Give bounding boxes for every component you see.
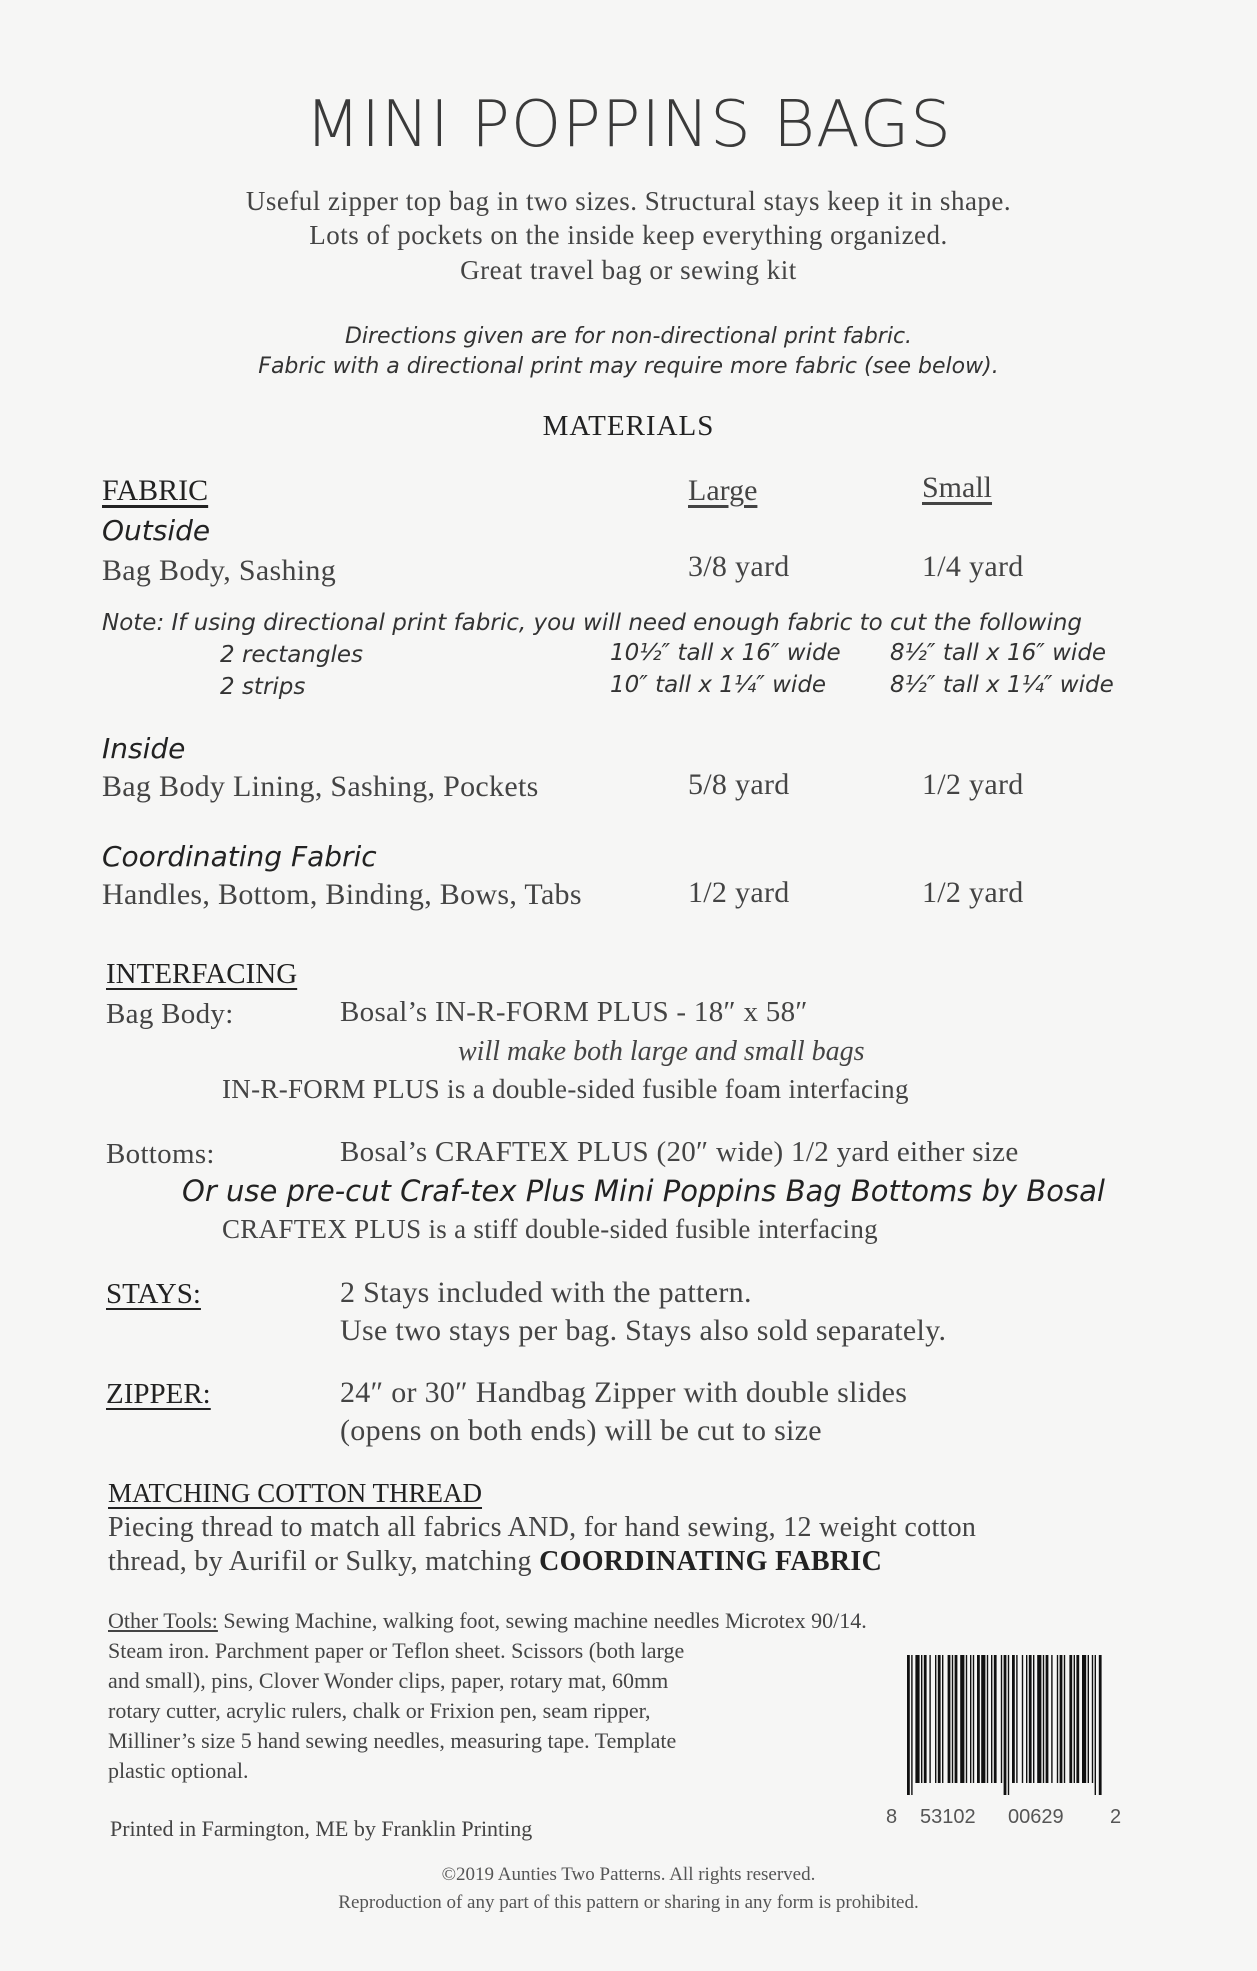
note-row-2-large: 10″ tall x 1¼″ wide	[610, 672, 827, 698]
printed-by: Printed in Farmington, ME by Franklin Printing	[110, 1816, 533, 1841]
barcode-bar	[948, 1655, 951, 1783]
inside-small: 1/2 yard	[922, 768, 1024, 801]
barcode-bar	[973, 1655, 974, 1783]
column-large-header: Large	[688, 474, 758, 507]
coordinating-label: Coordinating Fabric	[102, 840, 377, 873]
barcode-bar	[987, 1655, 988, 1783]
barcode-bar	[1037, 1655, 1041, 1783]
inside-large: 5/8 yard	[688, 768, 790, 801]
barcode-group-2: 00629	[1008, 1806, 1064, 1828]
tools-line-2: Steam iron. Parchment paper or Teflon sheet. Scissors (both large	[108, 1638, 685, 1663]
stays-line-1: 2 Stays included with the pattern.	[340, 1276, 752, 1309]
barcode-bar	[1026, 1655, 1027, 1783]
barcode-bar	[955, 1655, 958, 1783]
bag-body-value: Bosal’s IN-R-FORM PLUS - 18″ x 58″	[340, 996, 808, 1028]
thread-line-2-text: thread, by Aurifil or Sulky, matching	[108, 1546, 532, 1577]
directional-note: Note: If using directional print fabric, you will need enough fabric to cut the following	[102, 610, 1083, 636]
inside-label: Inside	[102, 732, 186, 765]
copyright: ©2019 Aunties Two Patterns. All rights reserved.	[441, 1864, 816, 1885]
interfacing-heading: INTERFACING	[106, 958, 298, 990]
barcode-bar	[1064, 1655, 1065, 1783]
intro-line-2: Lots of pockets on the inside keep everything organized.	[309, 220, 948, 250]
barcode-bar	[907, 1655, 910, 1795]
tools-line-1	[108, 1608, 867, 1634]
stays-heading: STAYS:	[106, 1278, 201, 1310]
intro-line-1: Useful zipper top bag in two sizes. Structural stays keep it in shape.	[245, 186, 1012, 216]
barcode-bar	[1043, 1655, 1044, 1783]
barcode-bar	[991, 1655, 992, 1783]
barcode-group-1: 53102	[920, 1806, 976, 1828]
bottoms-value: Bosal’s CRAFTEX PLUS (20″ wide) 1/2 yard either size	[340, 1136, 1019, 1168]
column-small-header: Small	[922, 471, 993, 504]
reproduction-notice: Reproduction of any part of this pattern or sharing in any form is prohibited.	[338, 1892, 919, 1913]
barcode-bar	[1082, 1655, 1086, 1783]
barcode-bar	[1088, 1655, 1089, 1783]
barcode-bar	[1060, 1655, 1063, 1783]
materials-heading: MATERIALS	[542, 410, 715, 442]
barcode-bar	[1001, 1655, 1002, 1783]
zipper-heading: ZIPPER:	[106, 1378, 211, 1410]
outside-label: Outside	[102, 514, 211, 547]
note-row-2-label: 2 strips	[220, 674, 306, 700]
barcode-bar	[929, 1655, 930, 1783]
barcode-bar	[1051, 1655, 1052, 1783]
bag-body-desc: IN-R-FORM PLUS is a double-sided fusible foam interfacing	[222, 1074, 909, 1104]
coordinating-large: 1/2 yard	[688, 876, 790, 909]
outside-large: 3/8 yard	[688, 550, 790, 583]
barcode-bar	[935, 1655, 936, 1783]
note-row-1-small: 8½″ tall x 16″ wide	[890, 640, 1107, 666]
fabric-heading: FABRIC	[102, 474, 209, 507]
coordinating-small: 1/2 yard	[922, 876, 1024, 909]
barcode-bar	[1029, 1655, 1032, 1783]
barcode-bar	[1099, 1655, 1102, 1795]
tools-line-1-text: Sewing Machine, walking foot, sewing machine needles Microtex 90/14.	[223, 1608, 867, 1633]
barcode-bar	[1095, 1655, 1096, 1795]
thread-line-2	[108, 1546, 882, 1578]
tools-line-4: rotary cutter, acrylic rulers, chalk or Frixion pen, seam ripper,	[108, 1698, 651, 1723]
directions-line-1: Directions given are for non-directional print fabric.	[344, 324, 913, 349]
outside-item: Bag Body, Sashing	[102, 554, 336, 587]
barcode-bar	[1012, 1655, 1015, 1783]
thread-heading: MATCHING COTTON THREAD	[108, 1478, 483, 1508]
bottoms-alternative: Or use pre-cut Craf-tex Plus Mini Poppins Bag Bottoms by Bosal	[182, 1174, 1105, 1208]
note-row-1-large: 10½″ tall x 16″ wide	[610, 640, 841, 666]
barcode-bar	[970, 1655, 971, 1783]
barcode-bar	[1092, 1655, 1093, 1783]
barcode-bar	[994, 1655, 997, 1783]
barcode-bar	[1076, 1655, 1079, 1783]
barcode-bar	[911, 1655, 912, 1795]
barcode-bar	[966, 1655, 967, 1783]
outside-small: 1/4 yard	[922, 550, 1024, 583]
stays-line-2: Use two stays per bag. Stays also sold separately.	[340, 1314, 947, 1347]
intro-line-3: Great travel bag or sewing kit	[460, 255, 797, 285]
barcode-bar	[1033, 1655, 1034, 1783]
barcode-bar	[1022, 1655, 1023, 1783]
barcode-bar	[952, 1655, 953, 1783]
tools-line-5: Milliner’s size 5 hand sewing needles, measuring tape. Template	[108, 1728, 677, 1753]
barcode-bar	[924, 1655, 927, 1783]
barcode-digit-right: 2	[1110, 1806, 1122, 1828]
directions-line-2: Fabric with a directional print may require more fabric (see below).	[258, 354, 999, 379]
bottoms-desc: CRAFTEX PLUS is a stiff double-sided fusible interfacing	[222, 1214, 878, 1244]
tools-line-3: and small), pins, Clover Wonder clips, paper, rotary mat, 60mm	[108, 1668, 669, 1693]
bag-body-label: Bag Body:	[106, 998, 234, 1030]
barcode-bar	[1074, 1655, 1075, 1783]
bottoms-label: Bottoms:	[106, 1138, 215, 1170]
barcode-bar	[977, 1655, 980, 1783]
barcode-bar	[1008, 1655, 1009, 1795]
barcode-bar	[1004, 1655, 1007, 1795]
tools-label: Other Tools:	[108, 1608, 218, 1633]
bag-body-note: will make both large and small bags	[458, 1036, 865, 1067]
barcode-bar	[915, 1655, 919, 1783]
barcode-bar	[942, 1655, 943, 1783]
note-row-2-small: 8½″ tall x 1¼″ wide	[890, 672, 1114, 698]
barcode-bar	[1057, 1655, 1058, 1783]
page-title: MINI POPPINS BAGS	[305, 88, 952, 162]
thread-line-1: Piecing thread to match all fabrics AND, for hand sewing, 12 weight cotton	[108, 1512, 977, 1543]
thread-line-2-bold: COORDINATING FABRIC	[539, 1546, 883, 1577]
barcode-bar	[1069, 1655, 1072, 1783]
zipper-line-1: 24″ or 30″ Handbag Zipper with double slides	[340, 1376, 908, 1409]
coordinating-item: Handles, Bottom, Binding, Bows, Tabs	[102, 878, 582, 911]
barcode-bar	[981, 1655, 985, 1783]
zipper-line-2: (opens on both ends) will be cut to size	[340, 1414, 822, 1447]
barcode-digit-left: 8	[886, 1806, 898, 1828]
barcode-bar	[1016, 1655, 1017, 1783]
tools-line-6: plastic optional.	[108, 1758, 249, 1783]
note-row-1-label: 2 rectangles	[220, 642, 364, 668]
barcode	[905, 1655, 1103, 1795]
barcode-bar	[938, 1655, 941, 1783]
barcode-bar	[1046, 1655, 1049, 1783]
barcode-bar	[960, 1655, 964, 1783]
barcode-bar	[921, 1655, 922, 1783]
inside-item: Bag Body Lining, Sashing, Pockets	[102, 770, 539, 803]
